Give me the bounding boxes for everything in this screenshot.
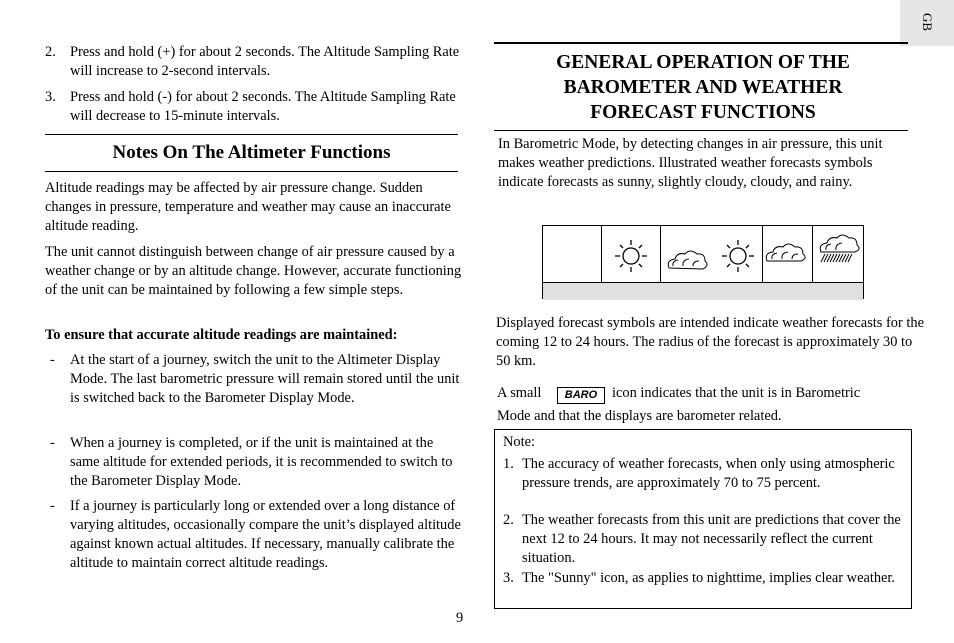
- paragraph: Altitude readings may be affected by air pressure change. Sudden changes in pressure, temperature and weather may cause an inaccurate altitude reading.: [45, 180, 451, 234]
- step-number: 3.: [45, 89, 56, 105]
- rainy-icon: [813, 226, 863, 282]
- sunny-icon: [602, 226, 661, 282]
- page-number: 9: [456, 610, 464, 626]
- baro-sentence-line2: Mode and that the displays are barometer related.: [497, 408, 782, 424]
- note-box: [494, 429, 912, 609]
- divider: [45, 171, 458, 172]
- note-number: 1.: [503, 456, 514, 472]
- note-number: 2.: [503, 512, 514, 528]
- step-number: 2.: [45, 44, 56, 60]
- baro-sentence-start: A small: [497, 385, 542, 401]
- paragraph: Displayed forecast symbols are intended indicate weather forecasts for the coming 12 to 24 hours. The radius of the forecast is approximately 30 to 50 km.: [496, 315, 924, 369]
- language-tab: [900, 0, 954, 46]
- cloudy-icon: [763, 226, 813, 282]
- slightly-cloudy-icon: [661, 226, 763, 282]
- divider: [45, 134, 458, 135]
- step-text: Press and hold (+) for about 2 seconds. The Altitude Sampling Rate will increase to 2-second intervals.: [70, 44, 460, 79]
- main-heading-line: BAROMETER AND WEATHER: [563, 77, 843, 98]
- bullet-dash: -: [50, 352, 55, 368]
- bullet-dash: -: [50, 435, 55, 451]
- divider: [494, 42, 908, 44]
- forecast-table-bottom-row: [543, 282, 863, 300]
- language-tab-label: GB: [920, 12, 936, 32]
- note-title: Note:: [503, 434, 535, 450]
- baro-sentence-end: icon indicates that the unit is in Barometric: [612, 385, 861, 401]
- note-text: The weather forecasts from this unit are predictions that cover the next 12 to 24 hours. It may not necessarily reflect the current situation.: [522, 512, 901, 566]
- bullet-dash: -: [50, 498, 55, 514]
- forecast-icon-table: [542, 225, 864, 299]
- paragraph: The unit cannot distinguish between change of air pressure caused by a weather change or by an altitude change. However, accurate functioning of the unit can be maintained by following a few simple steps.: [45, 244, 462, 298]
- note-text: The "Sunny" icon, as applies to nighttime, implies clear weather.: [522, 570, 896, 586]
- note-text: The accuracy of weather forecasts, when only using atmospheric pressure trends, are approximately 70 to 75 percent.: [522, 456, 895, 491]
- baro-icon: BARO: [557, 387, 605, 404]
- main-heading: [494, 50, 912, 125]
- bullet-text: If a journey is particularly long or extended over a long distance of varying altitudes, occasionally compare the unit’s displayed altitude against known actual altitudes. If necessary, manually calibrate the altitude to maintain correct altitude readings.: [70, 498, 461, 571]
- main-heading-line: GENERAL OPERATION OF THE: [556, 52, 850, 73]
- bullet-text: At the start of a journey, switch the unit to the Altimeter Display Mode. The last barometric pressure will remain stored until the unit is switched back to the Barometer Display Mode.: [70, 352, 460, 406]
- step-text: Press and hold (-) for about 2 seconds. The Altitude Sampling Rate will decrease to 15-minute intervals.: [70, 89, 456, 124]
- bold-instruction: To ensure that accurate altitude readings are maintained:: [45, 327, 398, 343]
- intro-paragraph: In Barometric Mode, by detecting changes in air pressure, this unit makes weather predictions. Illustrated weather forecasts symbols indicate forecasts as sunny, slightly cloudy, cloudy, and rainy.: [498, 136, 883, 190]
- divider: [494, 130, 908, 131]
- section-heading: Notes On The Altimeter Functions: [112, 142, 391, 163]
- note-number: 3.: [503, 570, 514, 586]
- bullet-text: When a journey is completed, or if the unit is maintained at the same altitude for extended periods, it is recommended to switch to the Barometer Display Mode.: [70, 435, 453, 489]
- main-heading-line: FORECAST FUNCTIONS: [590, 102, 816, 123]
